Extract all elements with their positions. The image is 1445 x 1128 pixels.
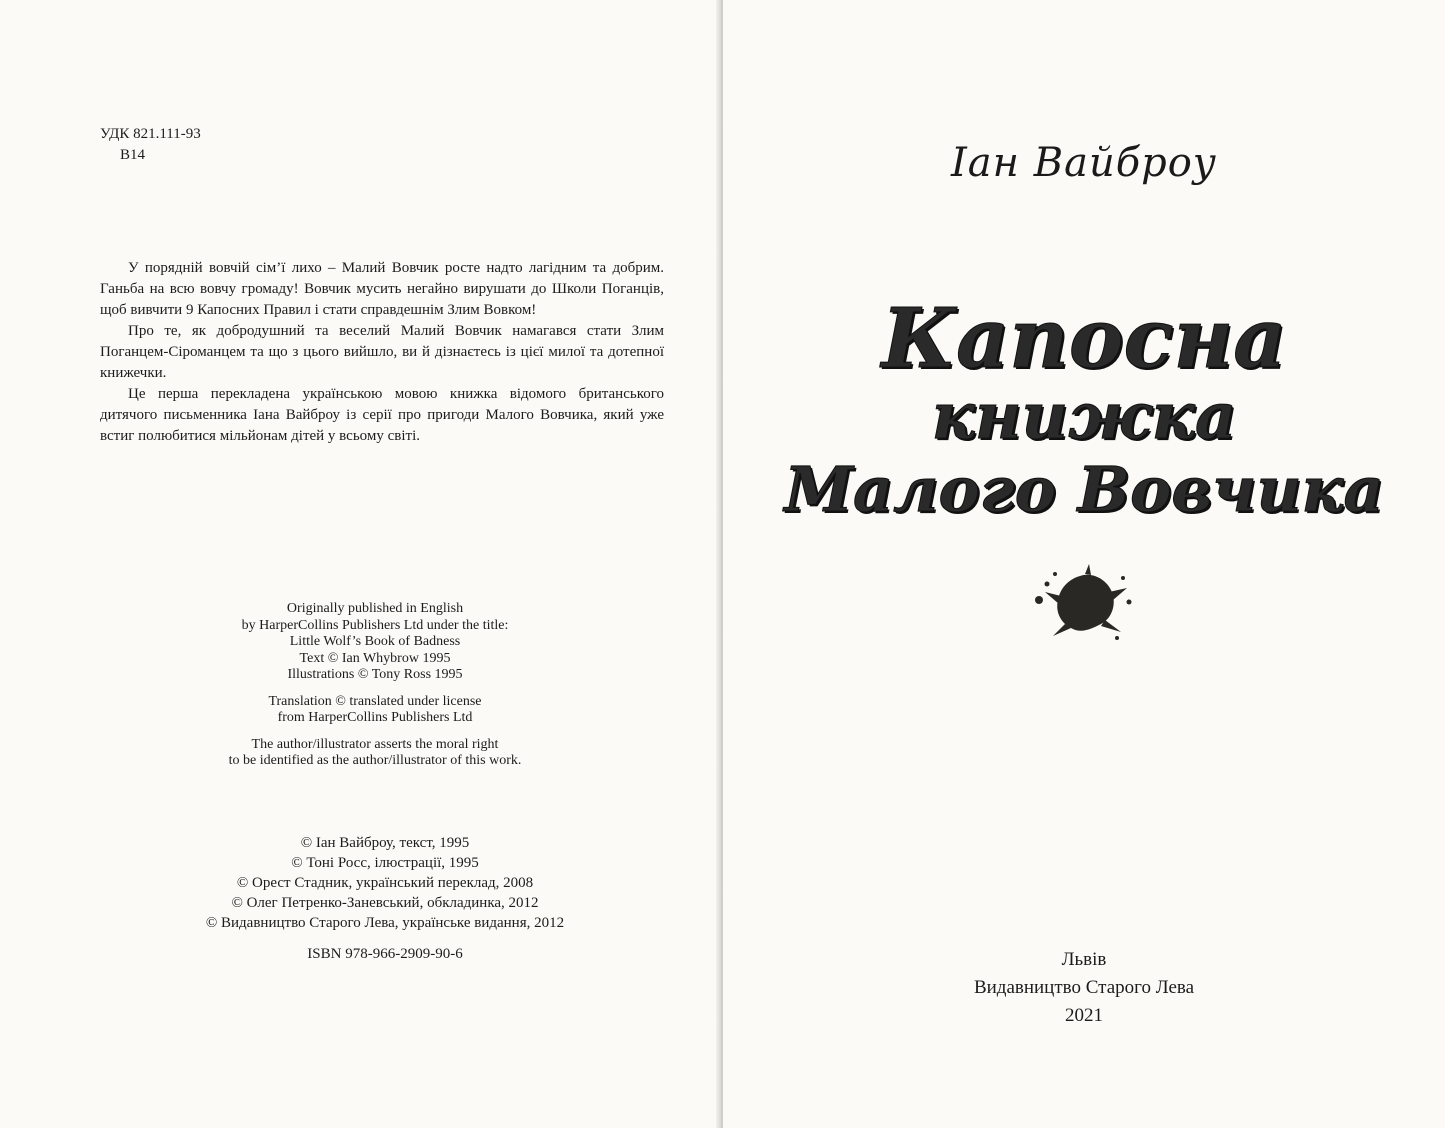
- imprint-publisher: Видавництво Старого Лева: [973, 977, 1195, 998]
- moral-right: [130, 737, 620, 770]
- left-page: [0, 0, 721, 1128]
- imprint-year: 2021: [1065, 1005, 1103, 1026]
- copyright-line: © Орест Стадник, український переклад, 2008: [236, 875, 534, 891]
- title-line: Малого Вовчика: [784, 453, 1384, 526]
- annotation-paragraph: У порядній вовчій сім’ї лихо – Малий Вовчик росте надто лагідним та добрим. Ганьба на всю вовчу громаду! Вовчик мусить негайно вирушати до Школи Поганців, щоб вивчити 9 Капосних Правил і стати справдешнім Злим Вовком!: [100, 260, 664, 318]
- credit-line: The author/illustrator asserts the moral right: [251, 736, 499, 752]
- book-title: [723, 291, 1445, 528]
- bbk-code: В14: [120, 147, 146, 163]
- original-publication: [130, 601, 620, 684]
- imprint: [723, 946, 1445, 1030]
- copyright-line: © Тоні Росс, ілюстрації, 1995: [291, 855, 479, 871]
- credit-line: Text © Ian Whybrow 1995: [299, 650, 451, 666]
- credit-line: Translation © translated under license: [268, 693, 482, 709]
- credit-line: Originally published in English: [286, 601, 464, 616]
- credit-line: to be identified as the author/illustrator of this work.: [228, 753, 522, 768]
- annotation-paragraph: Про те, як добродушний та веселий Малий Вовчик намагався стати Злим Поганцем-Сіроманцем та що з цього вийшло, ви й дізнаєтесь із цієї милої та дотепної книжечки.: [100, 323, 664, 381]
- udk-code: УДК 821.111-93: [100, 126, 201, 142]
- classification-codes: [100, 124, 201, 166]
- annotation: [100, 258, 664, 447]
- copyright-line: © Видавництво Старого Лева, українське видання, 2012: [205, 915, 565, 931]
- copyright-list: [130, 833, 640, 933]
- credit-line: Illustrations © Tony Ross 1995: [287, 667, 463, 682]
- original-credits: [130, 601, 620, 780]
- copyright-line: © Іан Вайброу, текст, 1995: [300, 835, 470, 851]
- annotation-paragraph: Це перша перекладена українською мовою книжка відомого британського дитячого письменника Іана Вайброу із серії про пригоди Малого Вовчика, який уже встиг полюбитися мільйонам дітей у всьому світі.: [100, 386, 664, 444]
- copyright-line: © Олег Петренко-Заневський, обкладинка, 2012: [231, 895, 539, 911]
- title-line: Капосна: [881, 291, 1287, 387]
- credit-line: Little Wolf’s Book of Badness: [289, 634, 461, 649]
- credit-line: by HarperCollins Publishers Ltd under the title:: [241, 617, 509, 633]
- author-name: Іан Вайброу: [950, 140, 1218, 186]
- translation-license: [130, 694, 620, 727]
- isbn: ISBN 978-966-2909-90-6: [307, 946, 463, 962]
- imprint-city: Львів: [1061, 949, 1107, 970]
- ink-splat-icon: [1025, 562, 1135, 642]
- credit-line: from HarperCollins Publishers Ltd: [277, 710, 473, 725]
- title-line: книжка: [931, 379, 1237, 454]
